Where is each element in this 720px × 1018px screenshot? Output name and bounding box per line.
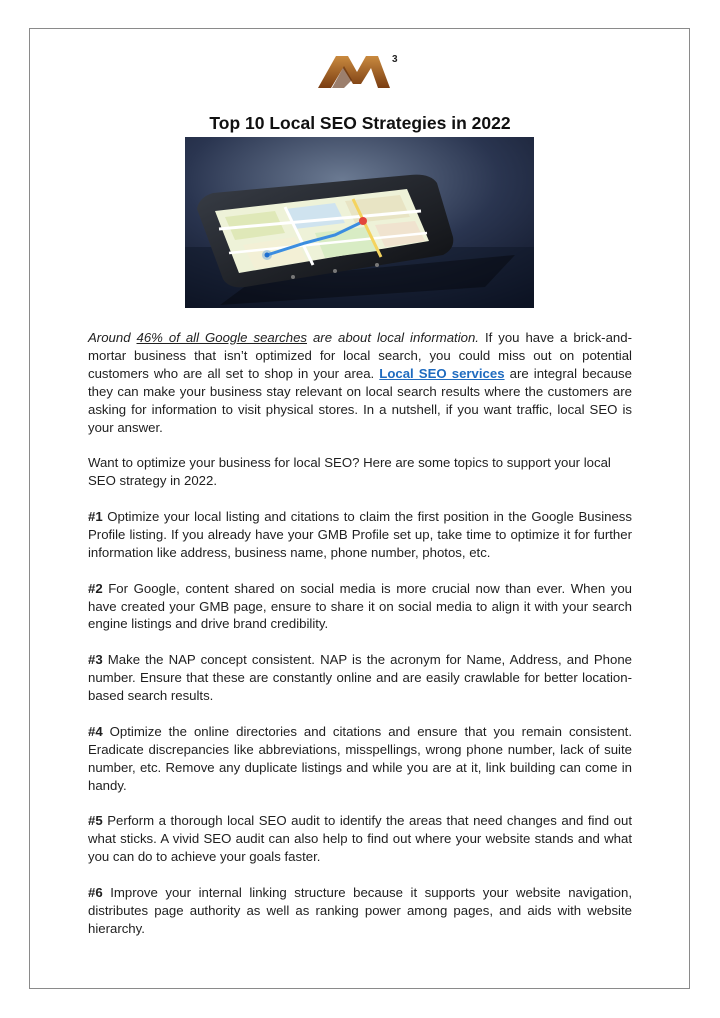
company-logo	[314, 50, 404, 90]
strategy-text: For Google, content shared on social media is more crucial now than ever. When you have created your GMB page, ensure to share it on social media to align it with your search engine listings and drive brand credibility.	[88, 580, 632, 632]
hero-image-phone-map	[185, 137, 534, 308]
article-body	[88, 329, 632, 956]
strategy-number: #4	[88, 723, 103, 739]
page-title: Top 10 Local SEO Strategies in 2022	[209, 113, 511, 133]
strategy-item-1	[88, 508, 632, 562]
strategy-number: #2	[88, 580, 103, 596]
strategy-number: #3	[88, 652, 103, 668]
logo-superscript: 3	[392, 54, 398, 65]
strategy-item-2	[88, 580, 632, 634]
strategy-text: Improve your internal linking structure because it supports your website navigation, distributes page authority as well as ranking power among pages, and aids with website hierarchy.	[88, 884, 632, 936]
strategy-text: Perform a thorough local SEO audit to identify the areas that need changes and find out what sticks. A vivid SEO audit can also help to find out where your website stands and what you can do to achieve your goals faster.	[88, 813, 632, 865]
intro-text-b: are integral because they can make your business stay relevant on local search results where the customers are asking for information to visit physical stores. In a nutshell, if you want traffic, local SEO is your answer.	[88, 365, 632, 435]
intro-paragraph	[88, 329, 632, 436]
strategy-number: #5	[88, 813, 103, 829]
intro-text-a: If you have a brick-and-mortar business that isn’t optimized for local search, you could miss out on potential customers who are all set to shop in your area.	[88, 330, 632, 381]
strategy-number: #6	[88, 884, 103, 900]
intro-lead-suffix: are about local information.	[307, 330, 479, 345]
strategy-number: #1	[88, 509, 103, 525]
intro-lead-prefix: Around	[88, 330, 137, 345]
local-seo-services-link[interactable]: Local SEO services	[379, 365, 505, 381]
strategy-item-4	[88, 723, 632, 795]
strategy-item-5	[88, 812, 632, 866]
strategy-text: Optimize your local listing and citations to claim the first position in the Google Business Profile listing. If you already have your GMB Profile set up, take time to optimize it for further information like address, business name, phone number, photos, etc.	[88, 509, 632, 560]
strategy-text: Optimize the online directories and citations and ensure that you remain consistent. Eradicate discrepancies like abbreviations, misspellings, wrong phone number, lack of suite number, etc. Remove any duplicate listings and while you are at it, link building can come in handy.	[88, 723, 632, 793]
strategy-item-3	[88, 651, 632, 705]
strategy-item-6	[88, 884, 632, 938]
question-paragraph: Want to optimize your business for local SEO? Here are some topics to support your local SEO strategy in 2022.	[88, 455, 611, 489]
strategy-text: Make the NAP concept consistent. NAP is the acronym for Name, Address, and Phone number. Ensure that these are constantly online and are easily crawlable for better location-based search results.	[88, 652, 632, 704]
google-searches-link[interactable]: 46% of all Google searches	[136, 330, 307, 345]
